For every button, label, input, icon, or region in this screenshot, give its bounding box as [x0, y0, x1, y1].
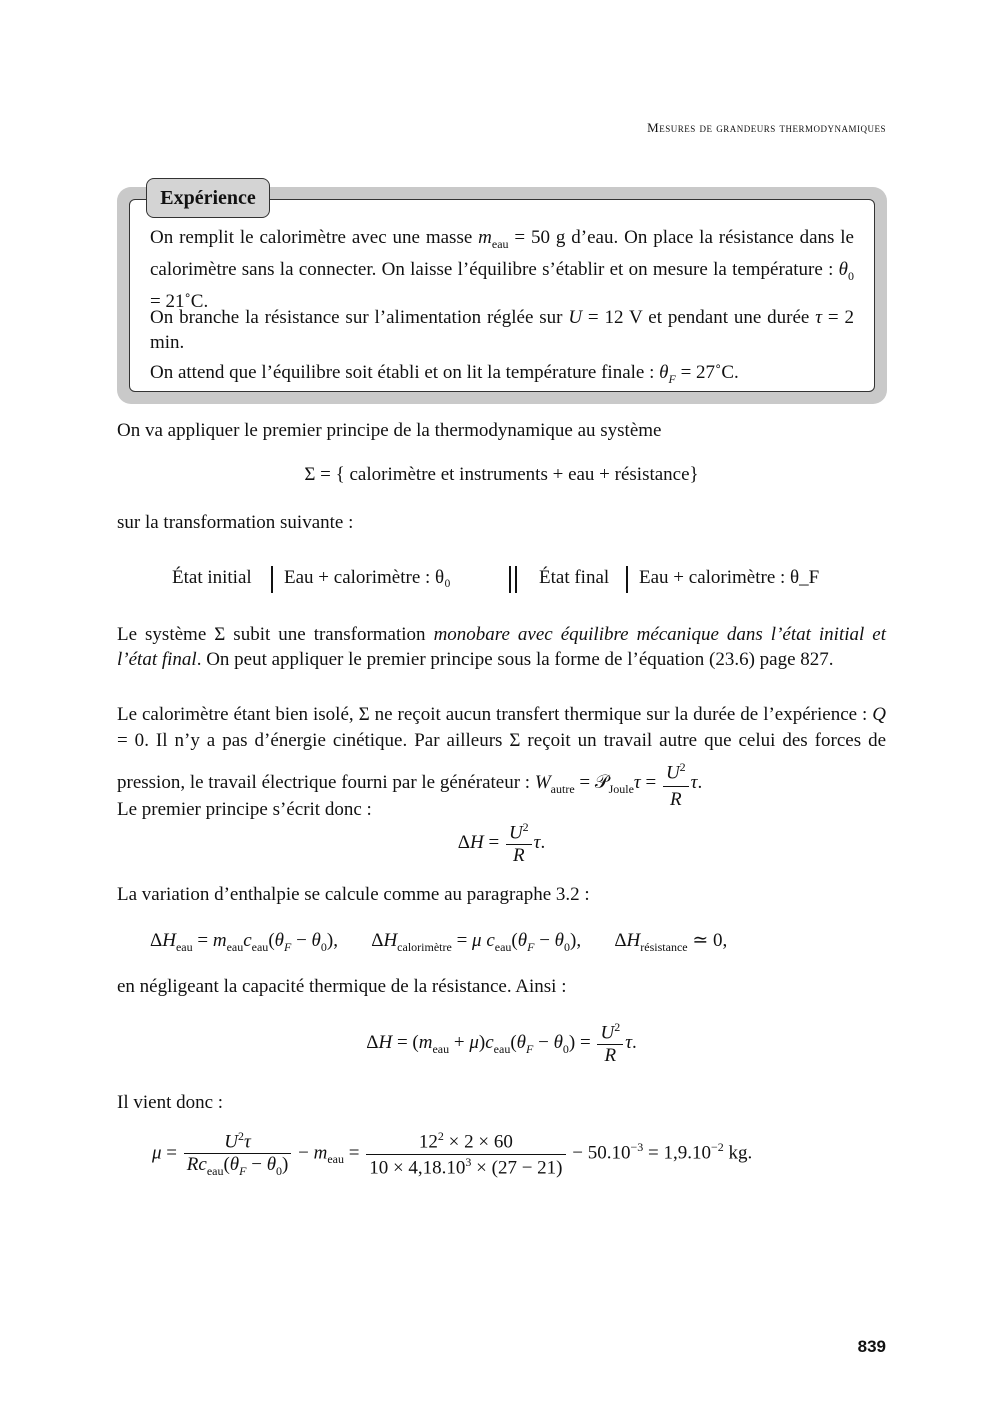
paragraph-transformation-type: Le système Σ subit une transformation monobare avec équilibre mécanique dans l’état initial et l’état final. On peut appliquer le premier principe sous la forme de l’équation (23.6) page 827.	[117, 624, 886, 670]
state-final-label: État final	[539, 567, 610, 588]
experience-paragraph-3: On attend que l’équilibre soit établi et on lit la température finale : $\theta_F$ = 27˚C.	[150, 362, 739, 386]
experience-box-title: Expérience	[146, 178, 270, 218]
state-divider	[271, 566, 273, 593]
equation-mu-result: μ = $\frac{U^2\tau}{Rc_{eau}(\theta_F - \theta_0)}$ − $m_{eau}$ = $\frac{12^2 \times 2 \times 60}{10 \times 4,18.10^3 \times (27 - 21)}$ − $50.10^{-3} = 1,9.10^{-2}$ kg.	[152, 1129, 753, 1179]
state-divider-2	[626, 566, 628, 593]
state-final-desc: Eau + calorimètre : θ_F	[639, 567, 820, 588]
paragraph-neglect: en négligeant la capacité thermique de la résistance. Ainsi :	[117, 976, 567, 997]
state-double-divider-right	[515, 566, 517, 593]
result-exponent: −2	[710, 1140, 724, 1155]
result-value: 1,9.10	[663, 1142, 711, 1164]
paragraph-first-principle: Le premier principe s’écrit donc :	[117, 799, 372, 820]
result-unit: kg.	[728, 1142, 753, 1164]
experience-paragraph-1: On remplit le calorimètre avec une masse $m_{eau} = 50$ g d’eau. On place la résistance dans le calorimètre sans la connecter. On laisse l’équilibre s’établir et on mesure la température : $\theta_0$ = 21˚C.	[150, 227, 854, 312]
running-header: Mesures de grandeurs thermodynamiques	[647, 120, 886, 135]
state-double-divider-left	[509, 566, 511, 593]
equation-delta-h: ΔH = $\frac{U^2}{R}$ τ.	[457, 820, 546, 867]
page-number: 839	[857, 1337, 886, 1356]
state-initial-label: État initial	[172, 567, 252, 588]
state-initial-desc: Eau + calorimètre : θ₀	[284, 567, 451, 588]
paragraph-result-intro: Il vient donc :	[117, 1092, 224, 1113]
state-table	[172, 563, 872, 595]
paragraph-enthalpy: La variation d’enthalpie se calcule comme au paragraphe 3.2 :	[117, 884, 590, 905]
system-equation: Σ = { calorimètre et instruments + eau + résistance}	[304, 464, 699, 485]
equation-delta-h-total: $\Delta H = (m_{eau} + \mu)c_{eau}(\theta_F - \theta_0)$ = $\frac{U^2}{R}$ τ.	[366, 1020, 637, 1067]
transformation-intro: sur la transformation suivante :	[117, 512, 354, 533]
paragraph-isolation: Le calorimètre étant bien isolé, Σ ne reçoit aucun transfert thermique sur la durée de l’expérience : Q = 0. Il n’y a pas d’énergie cinétique. Par ailleurs Σ reçoit un travail autre que celui des forces de pression, le travail électrique fourni par le générateur : $W_{autre}$ = 𝒫$_{Joule}$τ = $\frac{U^2}{R}$ τ.	[117, 702, 886, 813]
experience-paragraph-2: On branche la résistance sur l’alimentation réglée sur U = 12 V et pendant une durée τ = 2 min.	[150, 307, 854, 353]
equation-enthalpy-terms: $\Delta H_{eau} = m_{eau}c_{eau}(\theta_F - \theta_0)$, $\Delta H_{calorimètre} = \mu$ $c_{eau}(\theta_F - \theta_0)$, $\Delta H_{résistance}$ ≃ 0,	[150, 930, 728, 954]
intro-paragraph: On va appliquer le premier principe de la thermodynamique au système	[117, 420, 662, 441]
